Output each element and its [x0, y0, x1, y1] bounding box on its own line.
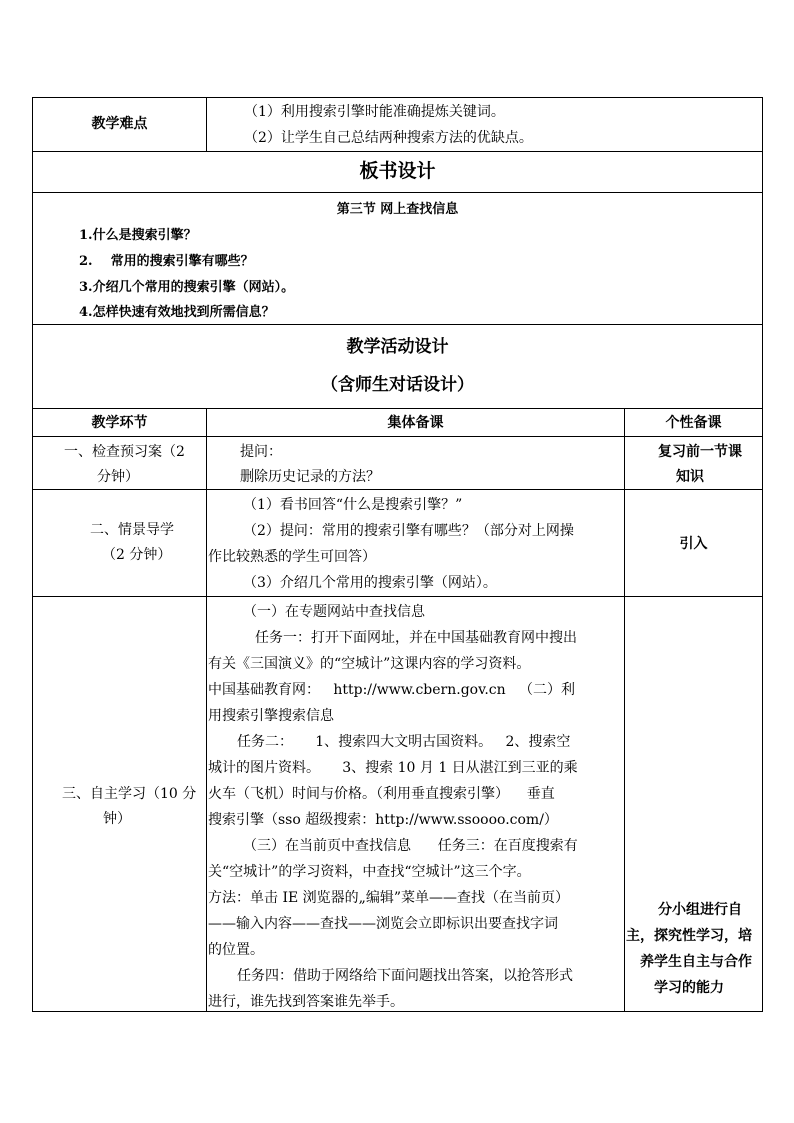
table-border-left [32, 97, 33, 1012]
table-border-top [32, 97, 763, 98]
col-divider [624, 408, 625, 1012]
board-subtitle: 第三节 网上查找信息 [336, 202, 459, 217]
row1-personal: 知识 [676, 469, 704, 485]
row3-content: 有关《三国演义》的“空城计”这课内容的学习资料。 [208, 656, 531, 672]
row3-content: ——输入内容——查找——浏览会立即标识出要查找字词 [208, 916, 558, 932]
row3-content: 任务四：借助于网络给下面问题找出答案，以抢答形式 [237, 968, 573, 984]
row3-content: （一）在专题网站中查找信息 [243, 604, 425, 620]
row3-content: 任务一：打开下面网址，并在中国基础教育网中搜出 [255, 630, 577, 646]
row-divider [32, 192, 763, 193]
row2-stage: 二、情景导学 [90, 522, 174, 538]
row3-content: （三）在当前页中查找信息 任务三：在百度搜索有 [243, 838, 578, 854]
col-divider [206, 408, 207, 1012]
board-item: 1.什么是搜索引擎？ [79, 228, 197, 243]
row3-content: 任务二： 1、搜索四大文明古国资料。 2、搜索空 [237, 734, 571, 750]
row2-content: （1）看书回答“什么是搜索引擎？” [243, 497, 463, 513]
activity-title: 教学活动设计 [346, 337, 449, 357]
row2-content: （3）介绍几个常用的搜索引擎（网站）。 [243, 575, 497, 591]
row-divider [32, 151, 763, 152]
activity-subtitle: （含师生对话设计） [321, 375, 474, 395]
row3-stage-cont: 钟） [103, 811, 131, 827]
row2-content: 作比较熟悉的学生可回答） [208, 549, 376, 565]
row-divider [32, 436, 763, 437]
row1-personal: 复习前一节课 [658, 444, 742, 460]
difficulty-item: （1）利用搜索引擎时能准确提炼关键词。 [244, 104, 505, 120]
row3-personal: 主，探究性学习，培 [626, 928, 752, 944]
row3-content: 方法：单击 IE 浏览器的„编辑”菜单——查找（在当前页） [208, 890, 570, 906]
row1-stage-cont: 分钟） [97, 469, 139, 485]
board-item: 4.怎样快速有效地找到所需信息？ [79, 305, 275, 320]
row3-content: 城计的图片资料。 3、搜索 10 月 1 日从湛江到三亚的乘 [208, 760, 578, 776]
difficulty-label: 教学难点 [91, 116, 148, 132]
row3-content: 的位置。 [208, 942, 264, 958]
row3-content: 搜索引擎（sso 超级搜索：http://www.ssoooo.com/） [208, 812, 558, 828]
column-header-personal: 个性备课 [665, 415, 722, 431]
row3-content: 用搜索引擎搜索信息 [208, 708, 334, 724]
row-divider [32, 489, 763, 490]
column-header-common: 集体备课 [387, 415, 444, 431]
row1-content: 删除历史记录的方法？ [240, 469, 380, 485]
column-header-stage: 教学环节 [91, 415, 148, 431]
row3-personal: 养学生自主与合作 [640, 954, 752, 970]
row3-content: 火车（飞机）时间与价格。（利用垂直搜索引擎） 垂直 [208, 786, 555, 802]
row1-content: 提问： [240, 444, 282, 460]
row3-personal: 分小组进行自 [658, 902, 742, 918]
row2-stage-cont: （2 分钟） [102, 547, 172, 563]
row-divider [32, 408, 763, 409]
difficulty-item: （2）让学生自己总结两种搜索方法的优缺点。 [244, 130, 533, 146]
row-divider [32, 596, 763, 597]
board-item: 2. 常用的搜索引擎有哪些？ [79, 254, 254, 269]
row3-personal: 学习的能力 [654, 980, 724, 996]
row3-stage: 三、自主学习（10 分 [62, 786, 197, 802]
board-title: 板书设计 [359, 160, 436, 182]
row3-content: 进行，谁先找到答案谁先举手。 [208, 994, 404, 1010]
row3-content: 关“空城计”的学习资料，中查找“空城计”这三个字。 [208, 864, 531, 880]
row1-stage: 一、检查预习案（2 [64, 444, 185, 460]
row2-content: （2）提问：常用的搜索引擎有哪些？（部分对上网操 [243, 523, 574, 539]
board-item: 3.介绍几个常用的搜索引擎（网站）。 [79, 280, 295, 295]
row2-personal: 引入 [679, 536, 708, 552]
row3-content: 中国基础教育网： http://www.cbern.gov.cn （二）利 [208, 682, 576, 698]
table-border-right [762, 97, 763, 1012]
col-divider [206, 97, 207, 152]
